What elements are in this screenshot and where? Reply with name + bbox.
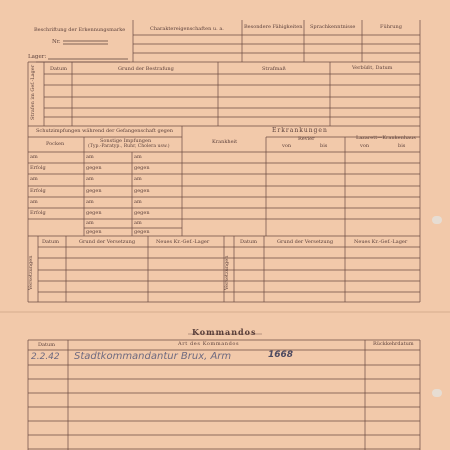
row-5-a: am: [30, 199, 38, 205]
versetzung-grund-left: Grund der Versetzung: [79, 239, 136, 245]
kommandos-rueckkehr-header: Rückkehrdatum: [373, 341, 414, 347]
versetzung-neues-left: Neues Kr.-Gef.-Lager: [156, 239, 210, 245]
row-8-b: gegen: [86, 229, 102, 235]
strafen-grund-header: Grund der Bestrafung: [118, 66, 174, 72]
row-3-c: am: [134, 176, 142, 182]
row-1-c: am: [134, 154, 142, 160]
lazarett-bis-header: bis: [398, 143, 406, 149]
row-7-c: am: [134, 220, 142, 226]
kommandos-art-header: Art des Kommandos: [178, 341, 240, 347]
kommando-entry-date: 2.2.42: [31, 352, 60, 362]
kommandos-title: Kommandos: [192, 327, 257, 337]
lazarett-von-header: von: [360, 143, 370, 149]
row-6-c: gegen: [134, 210, 150, 216]
faehigkeiten-label: Besondere Fähigkeiten: [244, 24, 303, 30]
row-1-a: am: [30, 154, 38, 160]
row-1-b: am: [86, 154, 94, 160]
punch-hole-lower: [432, 389, 442, 397]
strafen-verbuesst-header: Verbüßt, Datum: [352, 65, 393, 71]
kommando-entry-number: 1668: [268, 350, 294, 360]
versetzung-datum-left: Datum: [42, 239, 59, 245]
sonstige-header: Sonstige Impfungen: [100, 138, 152, 144]
row-2-c: gegen: [134, 165, 150, 171]
punch-hole-upper: [432, 216, 442, 224]
versetzung-datum-right: Datum: [240, 239, 257, 245]
kommandos-datum-header: Datum: [38, 342, 55, 348]
lazarett-header: Lazarett—Krankenhaus: [356, 135, 416, 141]
row-2-a: Erfolg: [30, 165, 46, 171]
row-4-b: gegen: [86, 188, 102, 194]
row-7-b: am: [86, 220, 94, 226]
versetzungen-side-right: Versetzungen: [224, 255, 230, 290]
beschriftung-label: Beschriftung der Erkennungsmarke: [34, 27, 126, 33]
nr-label: Nr.: [52, 39, 61, 45]
row-8-c: gegen: [134, 229, 150, 235]
versetzung-grund-right: Grund der Versetzung: [277, 239, 334, 245]
pocken-header: Pocken: [46, 141, 65, 147]
versetzungen-side-left: Versetzungen: [28, 255, 34, 290]
erkrankungen-header: Erkrankungen: [272, 127, 328, 134]
row-6-a: Erfolg: [30, 210, 46, 216]
row-4-c: gegen: [134, 188, 150, 194]
strafen-strafmass-header: Strafmaß: [262, 66, 286, 72]
row-3-a: am: [30, 176, 38, 182]
strafen-side-label: Strafen im Gef.-Lager: [30, 64, 36, 120]
sonstige-sub-header: (Typ.-Paratyp., Ruhr, Cholera usw.): [88, 144, 170, 149]
charakter-label: Charaktereigenschaften u. a.: [150, 26, 224, 32]
row-6-b: gegen: [86, 210, 102, 216]
row-5-b: am: [86, 199, 94, 205]
row-2-b: gegen: [86, 165, 102, 171]
row-4-a: Erfolg: [30, 188, 46, 194]
lager-label: Lager:: [28, 54, 47, 60]
versetzung-neues-right: Neues Kr.-Gef.-Lager: [354, 239, 408, 245]
sprachen-label: Sprachkenntnisse: [310, 24, 356, 30]
row-5-c: am: [134, 199, 142, 205]
krankheit-header: Krankheit: [212, 139, 238, 145]
fuehrung-label: Führung: [380, 24, 402, 30]
impfungen-title: Schutzimpfungen während der Gefangenschaft gegen: [36, 128, 174, 134]
strafen-datum-header: Datum: [50, 66, 67, 72]
row-3-b: am: [86, 176, 94, 182]
revier-bis-header: bis: [320, 143, 328, 149]
kommando-entry-text: Stadtkommandantur Brux, Arm: [74, 351, 232, 362]
revier-header: Revier: [298, 136, 315, 142]
revier-von-header: von: [282, 143, 292, 149]
